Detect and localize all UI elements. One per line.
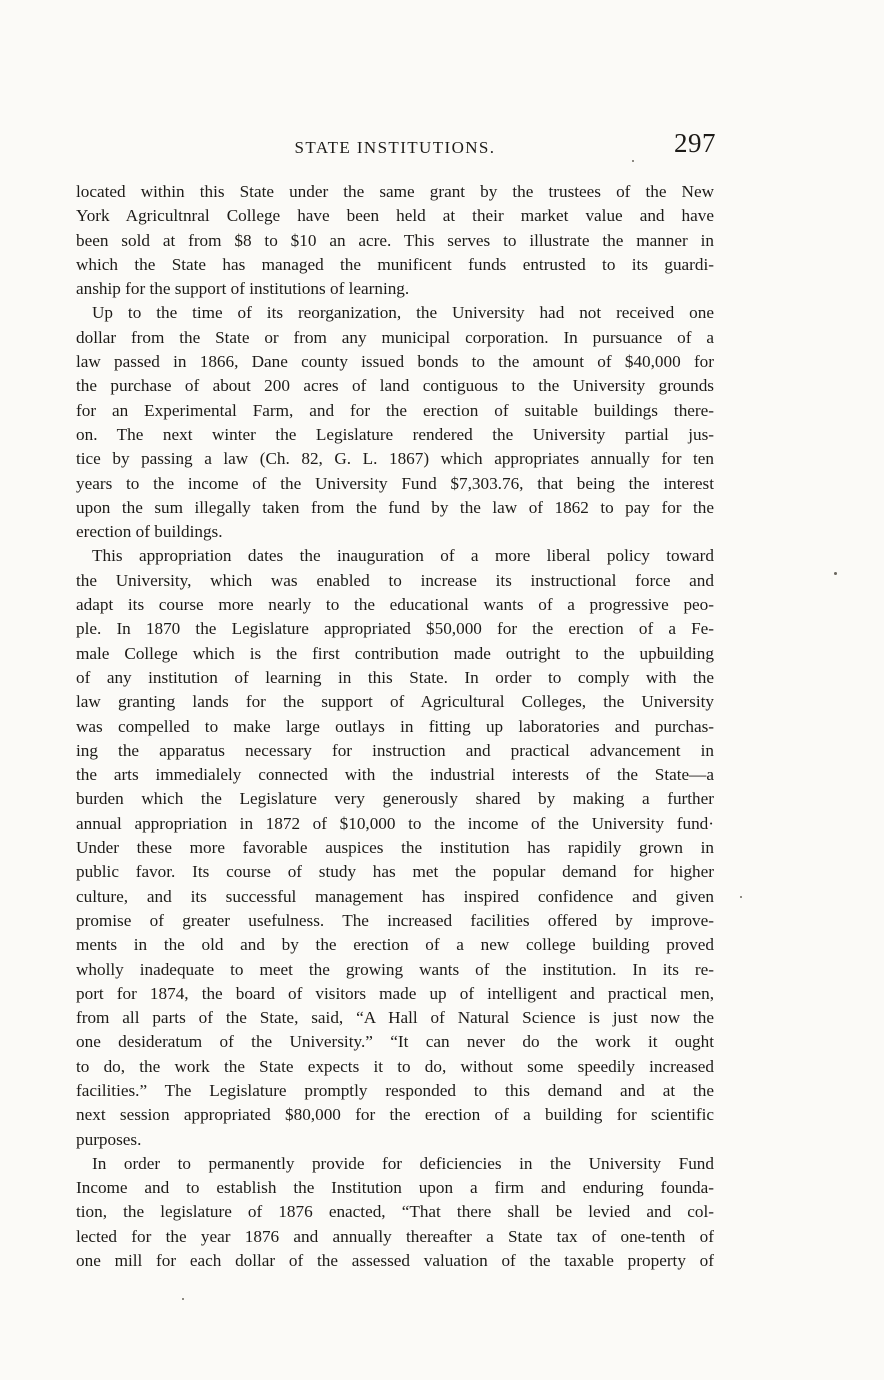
text-line: Up to the time of its reorganization, the University had not received one [92,303,714,323]
text-line: public favor. Its course of study has met the popular demand for higher [76,862,714,882]
text-line: facilities.” The Legislature promptly responded to this demand and at the [76,1080,714,1100]
text-line: York Agricultnral College have been held at their market value and have [76,206,714,226]
text-line: purposes. [76,1129,142,1149]
text-line: from all parts of the State, said, “A Hall of Natural Science is just now the [76,1008,714,1028]
text-line: located within this State under the same grant by the trustees of the New [76,182,714,201]
text-line: to do, the work the State expects it to do, without some speedily increased [76,1056,714,1076]
paragraph [76,180,714,301]
page-number: 297 [674,128,716,158]
paragraph [76,544,714,1151]
text-line: lected for the year 1876 and annually thereafter a State tax of one-tenth of [76,1226,714,1246]
text-line: on. The next winter the Legislature rendered the University partial jus- [76,424,714,444]
text-line: dollar from the State or from any municipal corporation. In pursuance of a [76,327,714,347]
scan-speck [834,572,837,575]
text-line: Income and to establish the Institution upon a firm and enduring founda- [76,1178,714,1198]
text-line: years to the income of the University Fund $7,303.76, that being the interest [76,473,714,493]
text-line: promise of greater usefulness. The increased facilities offered by improve- [76,910,714,930]
scan-speck [182,1298,184,1300]
text-line: culture, and its successful management has inspired confidence and given [76,886,714,906]
running-head: STATE INSTITUTIONS. [294,138,496,157]
text-line: law passed in 1866, Dane county issued bonds to the amount of $40,000 for [76,352,714,372]
text-line: Under these more favorable auspices the institution has rapidily grown in [76,838,714,858]
text-line: anship for the support of institutions of learning. [76,279,410,299]
text-line: ments in the old and by the erection of a new college building proved [76,935,714,955]
text-line: port for 1874, the board of visitors made up of intelligent and practical men, [76,983,714,1003]
text-line: next session appropriated $80,000 for the erection of a building for scientific [76,1105,714,1125]
paragraph [76,301,714,544]
text-line: ing the apparatus necessary for instruction and practical advancement in [76,740,714,760]
text-line: been sold at from $8 to $10 an acre. This serves to illustrate the manner in [76,230,714,250]
text-line: annual appropriation in 1872 of $10,000 to the income of the University fund· [76,813,714,833]
text-line: one mill for each dollar of the assessed valuation of the taxable property of [76,1251,714,1271]
text-line: erection of buildings. [76,522,223,542]
paragraph [76,1152,714,1273]
text-line: male College which is the first contribution made outright to the upbuilding [76,643,714,663]
text-line: for an Experimental Farm, and for the erection of suitable buildings there- [76,400,714,420]
text-line: upon the sum illegally taken from the fund by the law of 1862 to pay for the [76,497,714,517]
body-text [76,180,714,1273]
text-line: In order to permanently provide for deficiencies in the University Fund [92,1153,714,1173]
text-line: which the State has managed the munificent funds entrusted to its guardi- [76,254,714,274]
text-line: the University, which was enabled to increase its instructional force and [76,570,714,590]
text-line: the purchase of about 200 acres of land contiguous to the University grounds [76,376,714,396]
page-header [72,128,718,162]
scan-speck [632,160,634,162]
text-line: one desideratum of the University.” “It can never do the work it ought [76,1032,714,1052]
text-line: adapt its course more nearly to the educational wants of a progressive peo- [76,595,714,615]
text-line: wholly inadequate to meet the growing wants of the institution. In its re- [76,959,714,979]
text-line: of any institution of learning in this State. In order to comply with the [76,667,714,687]
text-line: tion, the legislature of 1876 enacted, “That there shall be levied and col- [76,1202,714,1222]
text-line: burden which the Legislature very generously shared by making a further [76,789,714,809]
scan-speck [740,896,742,898]
text-line: tice by passing a law (Ch. 82, G. L. 1867) which appropriates annually for ten [76,449,714,469]
text-line: was compelled to make large outlays in fitting up laboratories and purchas- [76,716,714,736]
text-line: the arts immedialely connected with the industrial interests of the State—a [76,765,714,785]
text-line: ple. In 1870 the Legislature appropriated $50,000 for the erection of a Fe- [76,619,714,639]
text-line: law granting lands for the support of Agricultural Colleges, the University [76,692,714,712]
text-line: This appropriation dates the inauguration of a more liberal policy toward [92,546,714,566]
